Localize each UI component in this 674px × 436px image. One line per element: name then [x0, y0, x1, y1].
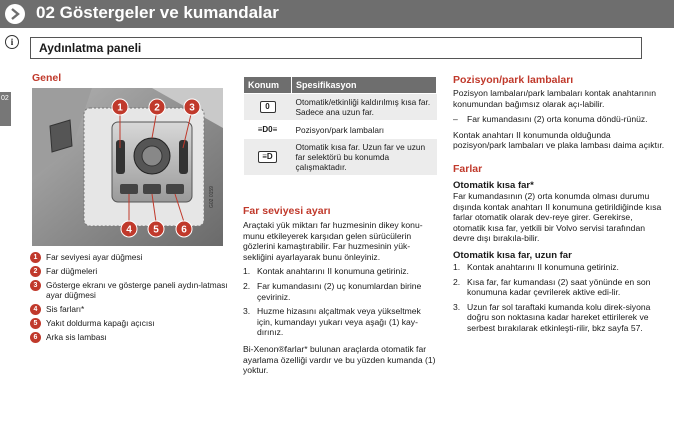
table-header-spesifikasyon: Spesifikasyon — [292, 77, 437, 94]
table-row: ≡D Otomatik kısa far. Uzun far ve uzun far selektörü bu konumda çalışmaktadır. — [244, 139, 437, 176]
info-icon: i — [5, 35, 19, 49]
svg-text:5: 5 — [153, 224, 159, 236]
oto-kisa-far-text: Far kumandasının (2) orta konumda olması durumu dışında kontak anahtarı II konumuna getirildiğinde kısa farlar otomatik olarak dev-reye girer. Gerekirse, otomatik kısa far, yetkili bir Volvo servisi tarafından devre dışı bırakıla-bilir. — [453, 190, 662, 244]
dash-item: – Far kumandasını (2) orta konuma döndü-rünüz. — [453, 114, 648, 125]
table-row: 0 Otomatik/etkinliği kaldırılmış kısa far. Sadece ana uzun far. — [244, 94, 437, 121]
legend-item: 5 Yakıt doldurma kapağı açıcısı — [30, 318, 230, 328]
far-seviyesi-section — [243, 205, 438, 376]
farlar-heading: Farlar — [453, 162, 483, 175]
legend-item: 2 Far düğmeleri — [30, 266, 230, 276]
step-item: 3. Huzme hizasını alçaltmak veya yükseltmek için, kumandayı yukarı veya aşağı (1) kay-dırınız. — [243, 306, 421, 338]
lighting-panel-photo — [32, 88, 223, 246]
step-item: 2. Far kumandasını (2) uç konumlardan birine çeviriniz. — [243, 280, 422, 302]
pozisyon-text: Pozisyon lambaları/park lambaları kontak anahtarının konumundan bağımsız olarak açı-labilir. — [453, 88, 657, 109]
chapter-arrow-icon — [5, 4, 25, 24]
legend-item: 4 Sis farları* — [30, 304, 230, 314]
position-spec-table — [243, 76, 437, 176]
chapter-side-tab — [0, 92, 11, 126]
legend-list — [30, 252, 230, 346]
parking-light-icon: ≡D0≡ — [257, 125, 278, 134]
uzun-far-heading: Otomatik kısa far, uzun far — [453, 249, 572, 261]
legend-item: 3 Gösterge ekranı ve gösterge paneli aydın-latması ayar düğmesi — [30, 280, 230, 300]
svg-text:4: 4 — [126, 224, 132, 236]
low-beam-icon: ≡D — [258, 151, 276, 163]
chapter-title: 02 Göstergeler ve kumandalar — [36, 3, 279, 22]
table-header-konum: Konum — [244, 77, 292, 94]
section-title: Aydınlatma paneli — [39, 41, 142, 55]
legend-item: 6 Arka sis lambası — [30, 332, 230, 342]
step-item: 1. Kontak anahtarını II konumuna getiriniz. — [453, 261, 619, 272]
off-symbol-icon: 0 — [260, 101, 276, 113]
photo-code: G02 0159 — [209, 186, 215, 208]
step-item: 2. Kısa far, far kumandası (2) saat yönünde en son konumuna kadar çevrilerek aktive edi-lir. — [453, 276, 651, 298]
svg-text:6: 6 — [181, 224, 187, 236]
step-item: 1. Kontak anahtarını II konumuna getiriniz. — [243, 266, 409, 277]
svg-text:3: 3 — [189, 102, 195, 114]
page-header — [0, 0, 674, 28]
right-column — [453, 74, 665, 334]
pozisyon-text-2: Kontak anahtarı II konumunda olduğunda pozisyon/park lambaları ve plaka lambası daima açıktır. — [453, 129, 665, 151]
oto-kisa-far-heading: Otomatik kısa far* — [453, 179, 534, 191]
bixenon-note: Bi-Xenon®farlar* bulunan araçlarda otomatik far ayarlama özelliği vardır ve bu yüzden kumanda (1) yoktur. — [243, 343, 436, 376]
legend-item: 1 Far seviyesi ayar düğmesi — [30, 252, 230, 262]
section-title-box — [30, 37, 642, 59]
step-item: 3. Uzun far sol taraftaki kumanda kolu direk-siyona doğru son noktasına kadar hareket ettirilerek ve serbest bırakılarak etkinleşti-rilir, bkz sayfa 57. — [453, 301, 651, 333]
far-seviyesi-intro: Araçtaki yük miktarı far huzmesinin dikey konu-munu etkileyerek karşıdan gelen sürücülerin gözlerini kamaştırabilir. Far huzmesinin yük-sekliğini ayarlayarak bunu önleyiniz. — [243, 220, 423, 262]
pozisyon-heading: Pozisyon/park lambaları — [453, 74, 574, 86]
table-row: ≡D0≡ Pozisyon/park lambaları — [244, 121, 437, 139]
far-seviyesi-heading: Far seviyesi ayarı — [243, 205, 331, 217]
svg-text:2: 2 — [154, 102, 160, 114]
side-tab-label: 02 — [1, 95, 9, 102]
svg-text:1: 1 — [117, 102, 123, 114]
genel-heading: Genel — [32, 72, 62, 84]
